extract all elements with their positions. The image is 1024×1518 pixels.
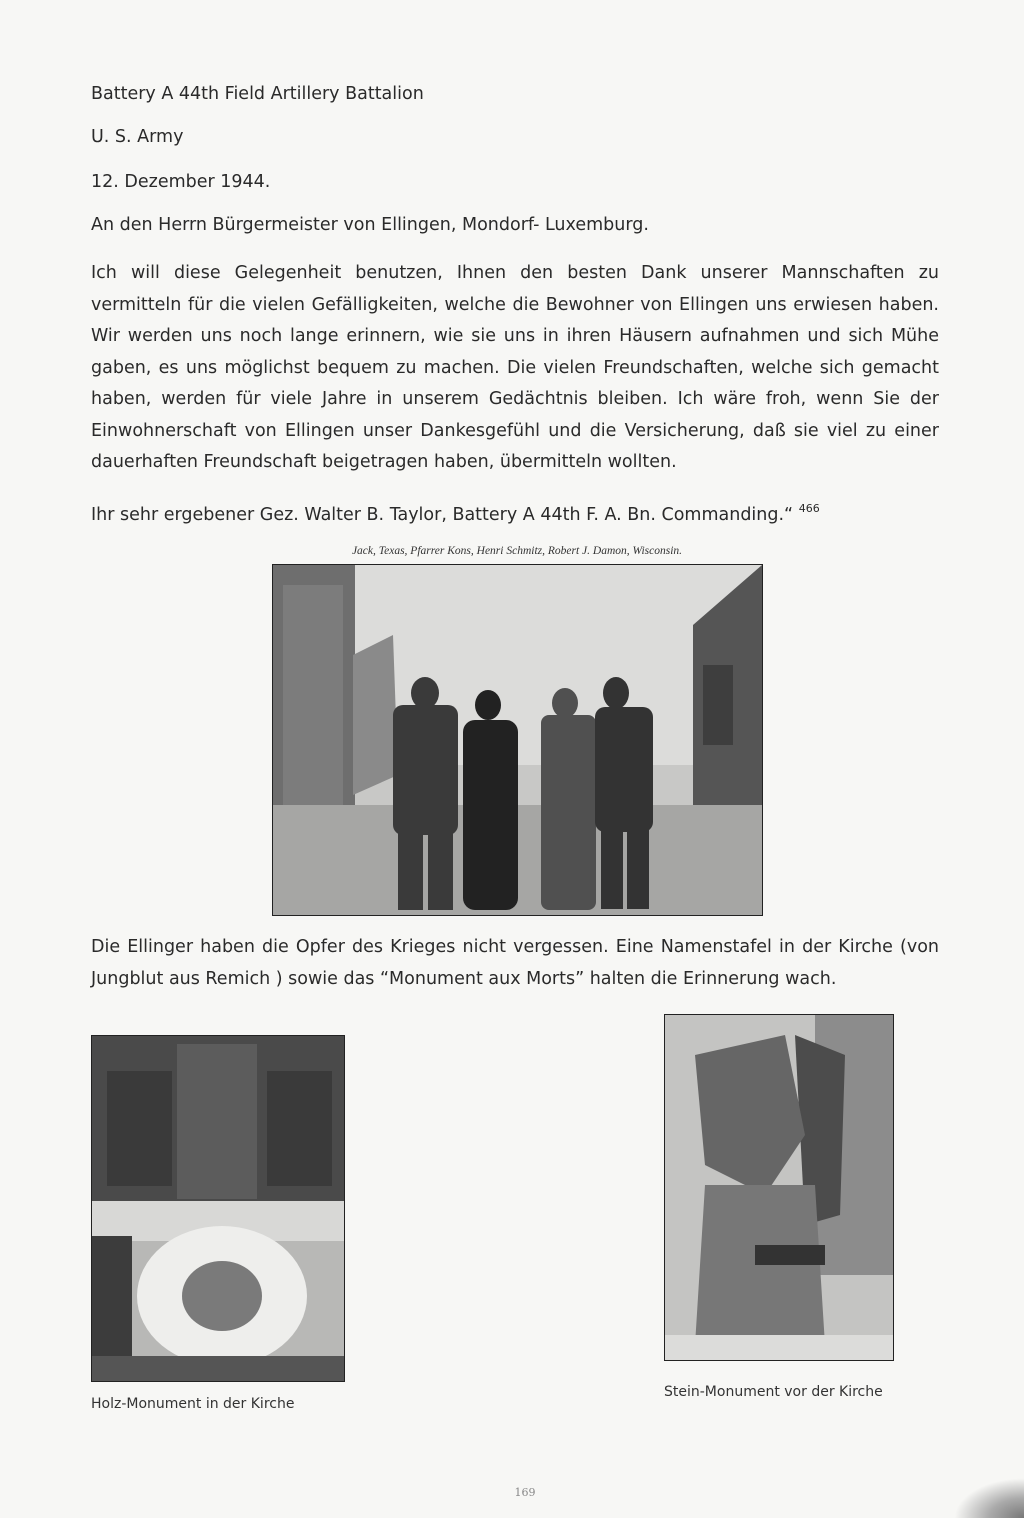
addressee-line: An den Herrn Bürgermeister von Ellingen, Mondorf- Luxemburg. xyxy=(91,215,649,235)
page-corner-shadow xyxy=(954,1478,1024,1518)
soldiers-photo-image xyxy=(273,565,762,915)
letter-body: Ich will diese Gelegenheit benutzen, Ihnen den besten Dank unserer Mannschaften zu vermitteln für die vielen Gefälligkeiten, welche die Bewohner von Ellingen uns erwiesen haben. Wir werden uns noch lange erinnern, wie sie uns in ihren Häusern aufnahmen und sich Mühe gaben, es uns möglichst bequem zu machen. Die vielen Freundschaften, welche sich gemacht haben, werden für viele Jahre in unserem Gedächtnis bleiben. Ich wäre froh, wenn Sie der Einwohnerschaft von Ellingen unser Dankesgefühl und die Versicherung, daß sie viel zu einer dauerhaften Freundschaft beigetragen haben, übermitteln wollten. xyxy=(91,263,939,472)
wood-monument-image xyxy=(92,1036,344,1381)
footnote-marker: 466 xyxy=(798,502,820,515)
stone-monument-caption: Stein-Monument vor der Kirche xyxy=(664,1384,883,1400)
page-number: 169 xyxy=(514,1486,536,1499)
memorial-paragraph: Die Ellinger haben die Opfer des Krieges nicht vergessen. Eine Namenstafel in der Kirche (von Jungblut aus Remich ) sowie das “Monument aux Morts” halten die Erinnerung wach. xyxy=(91,937,939,989)
unit-line: Battery A 44th Field Artillery Battalion xyxy=(91,84,424,104)
wood-monument-caption: Holz-Monument in der Kirche xyxy=(91,1396,295,1412)
date-line: 12. Dezember 1944. xyxy=(91,172,271,192)
soldiers-photo xyxy=(272,564,763,916)
stone-monument-photo xyxy=(664,1014,894,1361)
wood-monument-photo xyxy=(91,1035,345,1382)
closing-text: Ihr sehr ergebener Gez. Walter B. Taylor, Battery A 44th F. A. Bn. Commanding.“ xyxy=(91,505,794,525)
army-line: U. S. Army xyxy=(91,127,184,147)
stone-monument-image xyxy=(665,1015,893,1360)
letter-closing xyxy=(91,502,820,525)
soldiers-photo-caption: Jack, Texas, Pfarrer Kons, Henri Schmitz, Robert J. Damon, Wisconsin. xyxy=(351,545,683,557)
